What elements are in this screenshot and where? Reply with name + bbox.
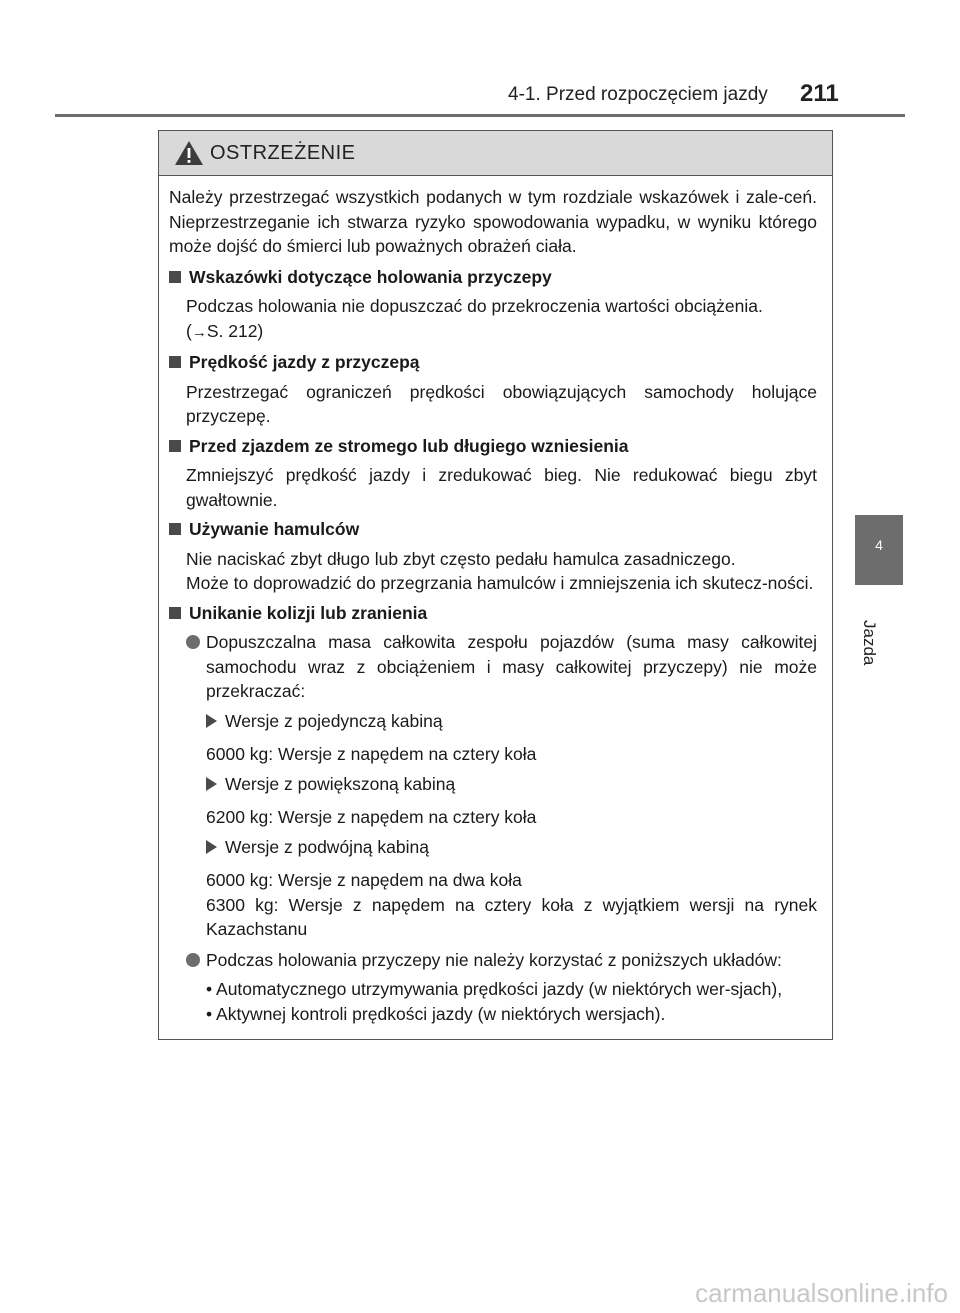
ref-open: ( bbox=[186, 320, 192, 341]
warning-box bbox=[158, 130, 833, 1040]
list-item: • Aktywnej kontroli prędkości jazdy (w niektórych wersjach). bbox=[206, 1003, 666, 1024]
variant-spec: 6200 kg: Wersje z napędem na cztery koła bbox=[206, 807, 537, 827]
section-heading-label: Unikanie kolizji lub zranienia bbox=[189, 602, 428, 623]
header-section-title: 4-1. Przed rozpoczęciem jazdy bbox=[508, 84, 768, 105]
square-bullet-icon bbox=[169, 440, 181, 452]
section-text bbox=[169, 547, 817, 596]
section-text bbox=[169, 463, 817, 512]
bullet-text: Dopuszczalna masa całkowita zespołu pojazdów (suma masy całkowitej samochodu wraz z obciążeniem i masy całkowitej przyczepy) nie może przekraczać: bbox=[206, 632, 817, 701]
section-text bbox=[169, 294, 817, 345]
warning-intro: Należy przestrzegać wszystkich podanych w tym rozdziale wskazówek i zale-ceń. Nieprzestrzeganie ich stwarza ryzyko spowodowania wypadku, w wyniku którego może dojść do śmierci lub poważnych obrażeń ciała. bbox=[169, 187, 817, 256]
warning-header bbox=[159, 131, 832, 176]
watermark: carmanualsonline.info bbox=[695, 1278, 948, 1308]
bullet-text: Podczas holowania przyczepy nie należy korzystać z poniższych układów: bbox=[206, 949, 782, 970]
round-bullet-icon bbox=[186, 635, 200, 649]
section-text bbox=[169, 380, 817, 429]
section-heading-label: Przed zjazdem ze stromego lub długiego wzniesienia bbox=[189, 435, 629, 456]
variant-label-text: Wersje z podwójną kabiną bbox=[225, 836, 429, 857]
round-bullet-item bbox=[169, 630, 817, 704]
variant-spec: 6000 kg: Wersje z napędem na dwa koła bbox=[206, 870, 522, 890]
square-bullet-icon bbox=[169, 356, 181, 368]
chapter-number: 4 bbox=[875, 537, 883, 553]
page-number: 211 bbox=[800, 80, 839, 107]
triangle-arrow-icon bbox=[206, 777, 217, 791]
section-heading bbox=[169, 434, 817, 459]
section-text-line: Zmniejszyć prędkość jazdy i zredukować bieg. Nie redukować biegu zbyt gwałtownie. bbox=[186, 465, 817, 510]
arrow-icon: → bbox=[191, 323, 207, 341]
variant-label bbox=[169, 835, 817, 860]
section-heading-label: Używanie hamulców bbox=[189, 519, 360, 539]
section-heading bbox=[169, 265, 817, 290]
variant-label-text: Wersje z pojedynczą kabiną bbox=[225, 710, 443, 731]
header-divider bbox=[55, 114, 905, 117]
triangle-arrow-icon bbox=[206, 840, 217, 854]
variant-label bbox=[169, 772, 817, 797]
triangle-arrow-icon bbox=[206, 714, 217, 728]
chapter-tab bbox=[855, 515, 903, 585]
round-bullet-item bbox=[169, 948, 817, 973]
variant-label-text: Wersje z powiększoną kabiną bbox=[225, 773, 456, 794]
variant-spec: 6300 kg: Wersje z napędem na cztery koła z wyjątkiem wersji na rynek Kazachstanu bbox=[206, 894, 817, 939]
warning-triangle-icon bbox=[174, 140, 204, 166]
list-item: • Automatycznego utrzymywania prędkości jazdy (w niektórych wer-sjach), bbox=[206, 979, 783, 999]
section-heading bbox=[169, 601, 817, 626]
ref-text: S. 212) bbox=[206, 320, 264, 341]
section-heading bbox=[169, 517, 817, 542]
warning-body bbox=[159, 176, 832, 1026]
section-heading-label: Wskazówki dotyczące holowania przyczepy bbox=[189, 266, 552, 287]
section-heading-label: Prędkość jazdy z przyczepą bbox=[189, 352, 420, 372]
square-bullet-icon bbox=[169, 523, 181, 535]
warning-title: OSTRZEŻENIE bbox=[210, 141, 356, 164]
section-text-line: Podczas holowania nie dopuszczać do przekroczenia wartości obciążenia. bbox=[186, 296, 763, 316]
square-bullet-icon bbox=[169, 271, 181, 283]
section-text-line: Może to doprowadzić do przegrzania hamulców i zmniejszenia ich skutecz-ności. bbox=[186, 573, 814, 593]
variant-label bbox=[169, 709, 817, 734]
section-text-line: Przestrzegać ograniczeń prędkości obowiązujących samochody holujące przyczepę. bbox=[186, 381, 817, 426]
square-bullet-icon bbox=[169, 607, 181, 619]
chapter-title: Jazda bbox=[860, 620, 879, 666]
page-reference bbox=[186, 319, 817, 346]
section-text-line: Nie naciskać zbyt długo lub zbyt często pedału hamulca zasadniczego. bbox=[186, 548, 736, 569]
section-heading bbox=[169, 350, 817, 375]
variant-spec: 6000 kg: Wersje z napędem na cztery koła bbox=[206, 744, 537, 764]
round-bullet-icon bbox=[186, 953, 200, 967]
